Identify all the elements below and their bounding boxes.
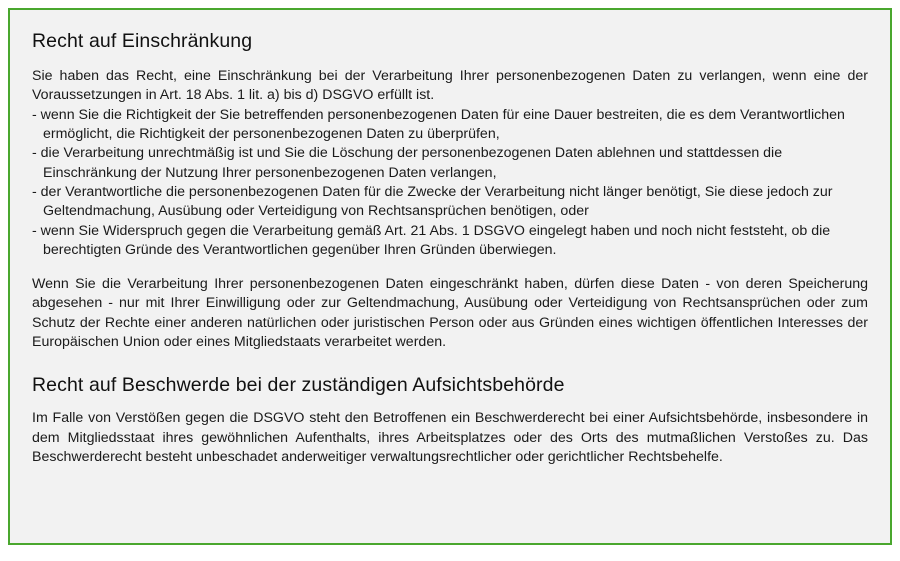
section-title-complaint: Recht auf Beschwerde bei der zuständigen Aufsichtsbehörde <box>32 374 565 397</box>
list-item: - die Verarbeitung unrechtmäßig ist und Sie die Löschung der personenbezogenen Daten ablehnen und stattdessen die Einschränkung der Nutzung Ihrer personenbezogenen Daten verlangen, <box>32 144 868 183</box>
restriction-intro-paragraph: Sie haben das Recht, eine Einschränkung bei der Verarbeitung Ihrer personenbezogenen Daten zu verlangen, wenn eine der Voraussetzungen in Art. 18 Abs. 1 lit. a) bis d) DSGVO erfüllt ist. <box>32 68 868 104</box>
restriction-conditions-list <box>32 106 868 261</box>
restriction-closing-paragraph: Wenn Sie die Verarbeitung Ihrer personenbezogenen Daten eingeschränkt haben, dürfen diese Daten - von deren Speicherung abgesehen - nur mit Ihrer Einwilligung oder zur Geltendmachung, Ausübung oder Verteidigung von Rechtsansprüchen oder zum Schutz der Rechte einer anderen natürlichen oder juristischen Person oder aus Gründen eines wichtigen öffentlichen Interesses der Europäischen Union oder eines Mitgliedstaats verarbeitet werden. <box>32 276 868 351</box>
list-item: - der Verantwortliche die personenbezogenen Daten für die Zwecke der Verarbeitung nicht länger benötigt, Sie diese jedoch zur Geltendmachung, Ausübung oder Verteidigung von Rechtsansprüchen benötigen, oder <box>32 183 868 222</box>
complaint-paragraph: Im Falle von Verstößen gegen die DSGVO steht den Betroffenen ein Beschwerderecht bei einer Aufsichtsbehörde, insbesondere in dem Mitgliedsstaat ihres gewöhnlichen Aufenthalts, ihres Arbeitsplatzes oder des Orts des mutmaßlichen Verstoßes zu. Das Beschwerderecht besteht unbeschadet anderweitiger verwaltungsrechtlicher oder gerichtlicher Rechtsbehelfe. <box>32 410 868 465</box>
list-item: - wenn Sie Widerspruch gegen die Verarbeitung gemäß Art. 21 Abs. 1 DSGVO eingelegt haben und noch nicht feststeht, ob die berechtigten Gründe des Verantwortlichen gegenüber Ihren Gründen überwiegen. <box>32 222 868 261</box>
section-title-restriction: Recht auf Einschränkung <box>32 30 253 52</box>
list-item: - wenn Sie die Richtigkeit der Sie betreffenden personenbezogenen Daten für eine Dauer bestreiten, die es dem Verantwortlichen ermöglicht, die Richtigkeit der personenbezogenen Daten zu überprüfen, <box>32 106 868 145</box>
privacy-notice-panel <box>8 8 892 545</box>
